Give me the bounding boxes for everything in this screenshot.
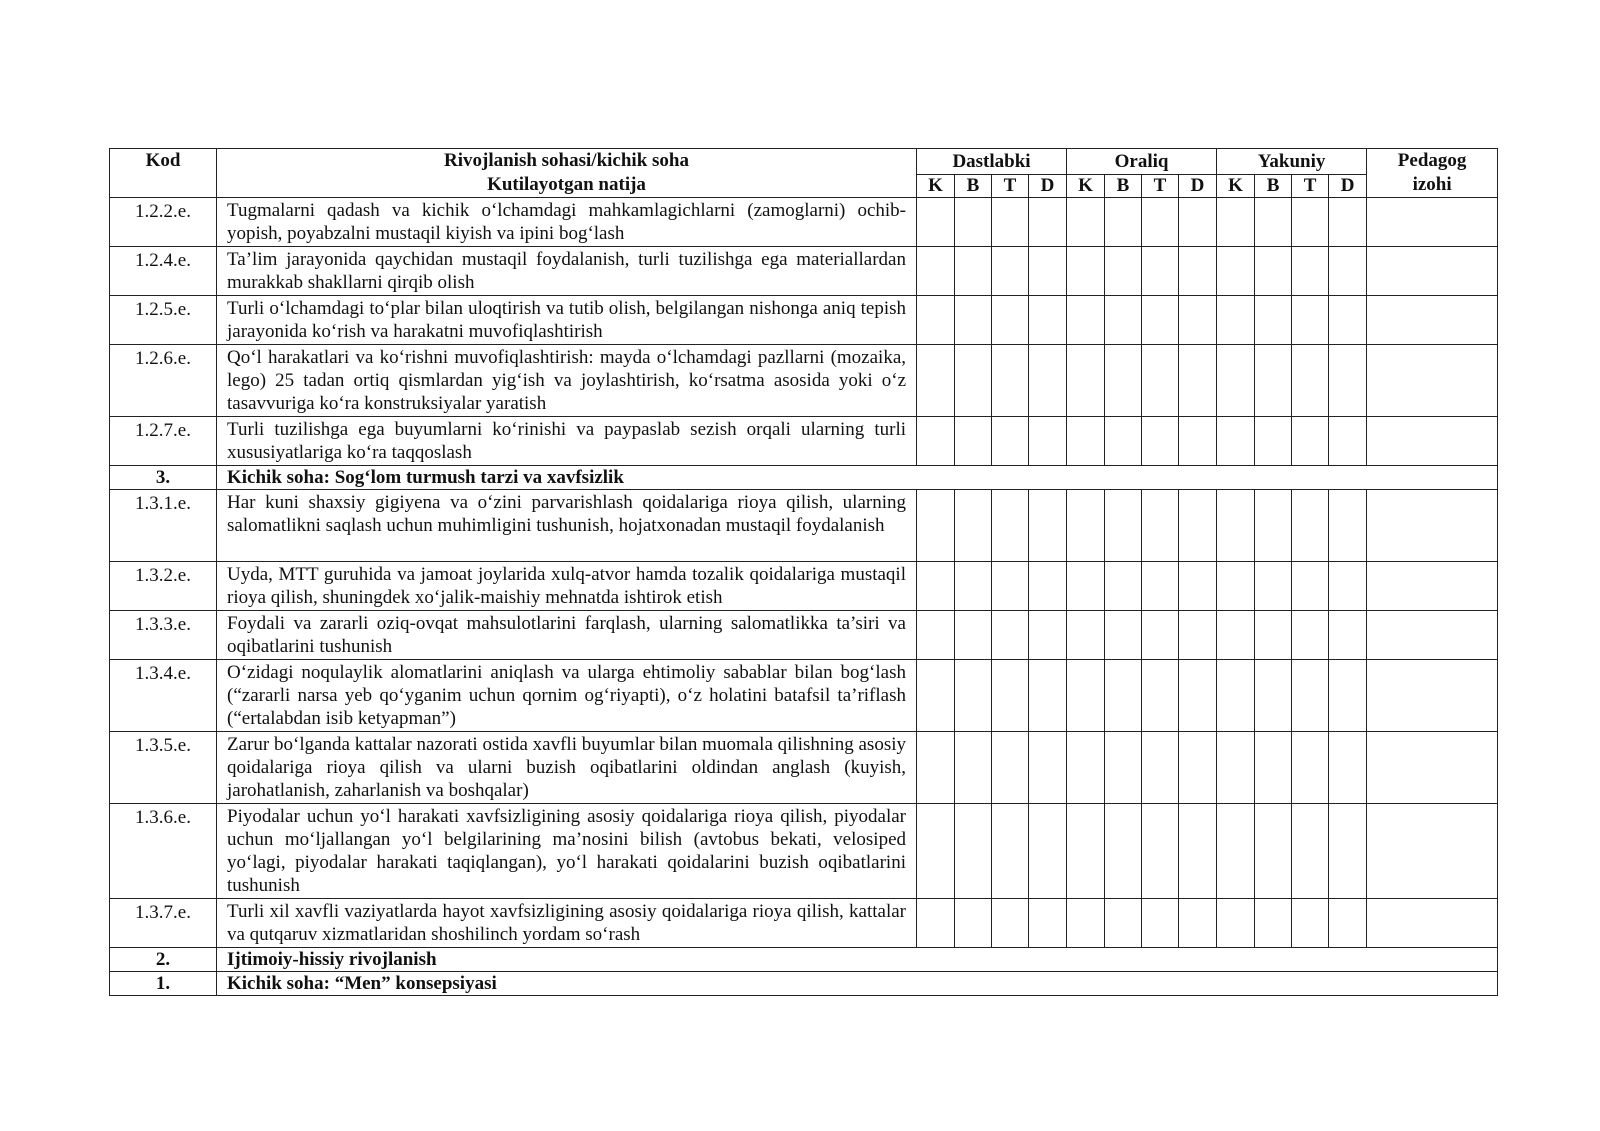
score-cell-initial-b[interactable]: [955, 899, 992, 948]
table-header: [110, 149, 1498, 198]
score-cell-final-b[interactable]: [1255, 296, 1292, 345]
expected-outcome-text: Uyda, MTT guruhida va jamoat joylarida xulq-atvor hamda tozalik qoidalariga mustaqil rioya qilish, shuningdek xo‘jalik-maishiy mehnatda ishtirok etish: [217, 562, 917, 611]
score-cell-final-k[interactable]: [1217, 296, 1255, 345]
score-cell-intermediate-b[interactable]: [1105, 899, 1142, 948]
score-cell-final-b[interactable]: [1255, 198, 1292, 247]
score-cell-initial-d[interactable]: [1029, 562, 1067, 611]
score-cell-final-b[interactable]: [1255, 247, 1292, 296]
score-cell-intermediate-d[interactable]: [1179, 804, 1217, 899]
expected-outcome-text: Tugmalarni qadash va kichik o‘lchamdagi mahkamlagichlarni (zamoglarni) ochib-yopish, poyabzalni mustaqil kiyish va ipini bog‘lash: [217, 198, 917, 247]
score-cell-intermediate-t[interactable]: [1142, 296, 1179, 345]
score-cell-final-d[interactable]: [1329, 417, 1367, 466]
score-cell-initial-t[interactable]: [992, 562, 1029, 611]
sub-header-intermediate-d: D: [1179, 175, 1217, 198]
score-cell-initial-k[interactable]: [917, 247, 955, 296]
score-cell-final-d[interactable]: [1329, 247, 1367, 296]
score-cell-initial-d[interactable]: [1029, 490, 1067, 562]
score-cell-intermediate-d[interactable]: [1179, 660, 1217, 732]
score-cell-initial-d[interactable]: [1029, 198, 1067, 247]
table-row: [110, 490, 1498, 562]
score-cell-initial-b[interactable]: [955, 247, 992, 296]
section-title: Kichik soha: Sog‘lom turmush tarzi va xavfsizlik: [217, 466, 1498, 490]
score-cell-intermediate-t[interactable]: [1142, 611, 1179, 660]
sub-header-initial-k: K: [917, 175, 955, 198]
section-code: 3.: [110, 466, 217, 490]
score-cell-initial-t[interactable]: [992, 296, 1029, 345]
sub-header-final-k: K: [1217, 175, 1255, 198]
score-cell-initial-d[interactable]: [1029, 345, 1067, 417]
score-cell-intermediate-k[interactable]: [1067, 490, 1105, 562]
score-cell-final-t[interactable]: [1292, 198, 1329, 247]
score-cell-initial-t[interactable]: [992, 198, 1029, 247]
group-header-initial: Dastlabki: [917, 149, 1067, 175]
score-cell-final-b[interactable]: [1255, 417, 1292, 466]
table-row: [110, 198, 1498, 247]
score-cell-final-b[interactable]: [1255, 611, 1292, 660]
score-cell-final-d[interactable]: [1329, 611, 1367, 660]
score-cell-initial-t[interactable]: [992, 660, 1029, 732]
score-cell-intermediate-b[interactable]: [1105, 417, 1142, 466]
score-cell-final-t[interactable]: [1292, 562, 1329, 611]
sub-header-intermediate-k: K: [1067, 175, 1105, 198]
score-cell-intermediate-b[interactable]: [1105, 345, 1142, 417]
score-cell-intermediate-b[interactable]: [1105, 660, 1142, 732]
sub-header-final-d: D: [1329, 175, 1367, 198]
score-cell-initial-d[interactable]: [1029, 247, 1067, 296]
score-cell-intermediate-b[interactable]: [1105, 804, 1142, 899]
sub-header-final-b: B: [1255, 175, 1292, 198]
score-cell-intermediate-b[interactable]: [1105, 562, 1142, 611]
outcome-code: 1.3.6.e.: [110, 804, 217, 899]
expected-outcome-text: Turli xil xavfli vaziyatlarda hayot xavfsizligining asosiy qoidalariga rioya qilish, kattalar va qutqaruv xizmatlaridan shoshilinch yordam so‘rash: [217, 899, 917, 948]
teacher-note-header: [1367, 149, 1498, 198]
score-cell-intermediate-b[interactable]: [1105, 296, 1142, 345]
score-cell-initial-b[interactable]: [955, 660, 992, 732]
expected-outcome-text: Turli o‘lchamdagi to‘plar bilan uloqtirish va tutib olish, belgilangan nishonga aniq tepish jarayonida ko‘rish va harakatni muvofiqlashtirish: [217, 296, 917, 345]
score-cell-intermediate-k[interactable]: [1067, 247, 1105, 296]
teacher-note-cell[interactable]: [1367, 562, 1498, 611]
score-cell-initial-t[interactable]: [992, 899, 1029, 948]
score-cell-initial-t[interactable]: [992, 417, 1029, 466]
score-cell-intermediate-b[interactable]: [1105, 732, 1142, 804]
score-cell-final-b[interactable]: [1255, 804, 1292, 899]
score-cell-intermediate-k[interactable]: [1067, 296, 1105, 345]
table-row: [110, 562, 1498, 611]
score-cell-initial-b[interactable]: [955, 732, 992, 804]
expected-outcome-text: Ta’lim jarayonida qaychidan mustaqil foydalanish, turli tuzilishga ega materiallardan murakkab shakllarni qirqib olish: [217, 247, 917, 296]
score-cell-initial-k[interactable]: [917, 732, 955, 804]
score-cell-intermediate-b[interactable]: [1105, 490, 1142, 562]
score-cell-initial-t[interactable]: [992, 247, 1029, 296]
score-cell-initial-b[interactable]: [955, 417, 992, 466]
teacher-note-cell[interactable]: [1367, 198, 1498, 247]
teacher-note-line1: Pedagog: [1397, 150, 1467, 171]
score-cell-final-k[interactable]: [1217, 345, 1255, 417]
score-cell-initial-k[interactable]: [917, 296, 955, 345]
score-cell-final-k[interactable]: [1217, 611, 1255, 660]
teacher-note-cell[interactable]: [1367, 732, 1498, 804]
score-cell-initial-b[interactable]: [955, 198, 992, 247]
outcome-code: 1.2.5.e.: [110, 296, 217, 345]
teacher-note-cell[interactable]: [1367, 247, 1498, 296]
score-cell-initial-t[interactable]: [992, 490, 1029, 562]
score-cell-initial-d[interactable]: [1029, 899, 1067, 948]
score-cell-final-d[interactable]: [1329, 660, 1367, 732]
sub-header-initial-b: B: [955, 175, 992, 198]
teacher-note-cell[interactable]: [1367, 490, 1498, 562]
score-cell-final-t[interactable]: [1292, 899, 1329, 948]
score-cell-final-t[interactable]: [1292, 611, 1329, 660]
score-cell-initial-b[interactable]: [955, 490, 992, 562]
score-cell-intermediate-d[interactable]: [1179, 417, 1217, 466]
score-cell-initial-b[interactable]: [955, 562, 992, 611]
domain-column-header: [217, 149, 917, 198]
score-cell-intermediate-t[interactable]: [1142, 732, 1179, 804]
score-cell-final-t[interactable]: [1292, 660, 1329, 732]
teacher-note-cell[interactable]: [1367, 660, 1498, 732]
score-cell-final-t[interactable]: [1292, 490, 1329, 562]
score-cell-intermediate-d[interactable]: [1179, 562, 1217, 611]
score-cell-intermediate-k[interactable]: [1067, 562, 1105, 611]
score-cell-intermediate-k[interactable]: [1067, 660, 1105, 732]
score-cell-initial-k[interactable]: [917, 562, 955, 611]
table-body: [110, 198, 1498, 996]
score-cell-intermediate-d[interactable]: [1179, 611, 1217, 660]
score-cell-initial-k[interactable]: [917, 490, 955, 562]
score-cell-initial-b[interactable]: [955, 804, 992, 899]
score-cell-intermediate-k[interactable]: [1067, 345, 1105, 417]
teacher-note-cell[interactable]: [1367, 417, 1498, 466]
score-cell-final-d[interactable]: [1329, 296, 1367, 345]
teacher-note-line2: izohi: [1412, 174, 1452, 195]
score-cell-final-b[interactable]: [1255, 660, 1292, 732]
expected-outcome-text: Har kuni shaxsiy gigiyena va o‘zini parvarishlash qoidalariga rioya qilish, ularning salomatlikni saqlash uchun muhimligini tushunish, hojatxonadan mustaqil foydalanish: [217, 490, 917, 562]
score-cell-final-k[interactable]: [1217, 660, 1255, 732]
score-cell-initial-k[interactable]: [917, 417, 955, 466]
score-cell-final-k[interactable]: [1217, 417, 1255, 466]
sub-header-initial-t: T: [992, 175, 1029, 198]
score-cell-final-d[interactable]: [1329, 345, 1367, 417]
score-cell-initial-b[interactable]: [955, 345, 992, 417]
score-cell-intermediate-b[interactable]: [1105, 611, 1142, 660]
score-cell-final-k[interactable]: [1217, 562, 1255, 611]
section-row: [110, 466, 1498, 490]
table-row: [110, 804, 1498, 899]
score-cell-intermediate-k[interactable]: [1067, 198, 1105, 247]
score-cell-initial-b[interactable]: [955, 296, 992, 345]
score-cell-final-d[interactable]: [1329, 732, 1367, 804]
section-code: 2.: [110, 948, 217, 972]
outcome-code: 1.2.2.e.: [110, 198, 217, 247]
score-cell-initial-d[interactable]: [1029, 732, 1067, 804]
score-cell-final-k[interactable]: [1217, 247, 1255, 296]
score-cell-intermediate-t[interactable]: [1142, 562, 1179, 611]
expected-outcome-text: Foydali va zararli oziq-ovqat mahsulotlarini farqlash, ularning salomatlikka ta’siri va oqibatlarini tushunish: [217, 611, 917, 660]
score-cell-intermediate-k[interactable]: [1067, 417, 1105, 466]
score-cell-intermediate-d[interactable]: [1179, 899, 1217, 948]
score-cell-intermediate-k[interactable]: [1067, 804, 1105, 899]
score-cell-initial-b[interactable]: [955, 611, 992, 660]
score-cell-intermediate-d[interactable]: [1179, 198, 1217, 247]
expected-outcome-text: Zarur bo‘lganda kattalar nazorati ostida xavfli buyumlar bilan muomala qilishning asosiy qoidalariga rioya qilish va ularni buzish oqibatlarini oldindan anglash (kuyish, jarohatlanish, zaharlanish va boshqalar): [217, 732, 917, 804]
expected-outcome-text: O‘zidagi noqulaylik alomatlarini aniqlash va ularga ehtimoliy sabablar bilan bog‘lash (“zararli narsa yeb qo‘yganim uchun qornim og‘riyapti), o‘z holatini batafsil ta’riflash (“ertalabdan isib ketyapman”): [217, 660, 917, 732]
sub-header-intermediate-b: B: [1105, 175, 1142, 198]
table-row: [110, 247, 1498, 296]
table-row: [110, 732, 1498, 804]
score-cell-final-d[interactable]: [1329, 899, 1367, 948]
score-cell-initial-k[interactable]: [917, 660, 955, 732]
expected-outcome-text: Qo‘l harakatlari va ko‘rishni muvofiqlashtirish: mayda o‘lchamdagi pazllarni (mozaika, lego) 25 tadan ortiq qismlardan yig‘ish va joylashtirish, ko‘rsatma asosida yoki o‘z tasavvuriga ko‘ra konstruksiyalar yaratish: [217, 345, 917, 417]
code-column-header: Kod: [110, 149, 217, 198]
sub-header-final-t: T: [1292, 175, 1329, 198]
score-cell-final-b[interactable]: [1255, 345, 1292, 417]
score-cell-intermediate-b[interactable]: [1105, 247, 1142, 296]
score-cell-final-k[interactable]: [1217, 804, 1255, 899]
score-cell-intermediate-b[interactable]: [1105, 198, 1142, 247]
teacher-note-cell[interactable]: [1367, 899, 1498, 948]
score-cell-initial-t[interactable]: [992, 611, 1029, 660]
score-cell-initial-d[interactable]: [1029, 660, 1067, 732]
score-cell-final-t[interactable]: [1292, 345, 1329, 417]
score-cell-intermediate-t[interactable]: [1142, 247, 1179, 296]
table-row: [110, 660, 1498, 732]
teacher-note-cell[interactable]: [1367, 611, 1498, 660]
score-cell-initial-d[interactable]: [1029, 417, 1067, 466]
score-cell-final-t[interactable]: [1292, 247, 1329, 296]
table-row: [110, 345, 1498, 417]
score-cell-intermediate-t[interactable]: [1142, 345, 1179, 417]
score-cell-intermediate-k[interactable]: [1067, 732, 1105, 804]
outcome-code: 1.3.5.e.: [110, 732, 217, 804]
score-cell-intermediate-t[interactable]: [1142, 490, 1179, 562]
score-cell-intermediate-t[interactable]: [1142, 417, 1179, 466]
score-cell-final-b[interactable]: [1255, 490, 1292, 562]
sub-header-intermediate-t: T: [1142, 175, 1179, 198]
sub-header-initial-d: D: [1029, 175, 1067, 198]
section-title: Ijtimoiy-hissiy rivojlanish: [217, 948, 1498, 972]
outcome-code: 1.2.4.e.: [110, 247, 217, 296]
score-cell-initial-k[interactable]: [917, 804, 955, 899]
outcome-code: 1.3.4.e.: [110, 660, 217, 732]
score-cell-initial-t[interactable]: [992, 732, 1029, 804]
score-cell-final-k[interactable]: [1217, 732, 1255, 804]
score-cell-initial-t[interactable]: [992, 345, 1029, 417]
score-cell-final-t[interactable]: [1292, 296, 1329, 345]
section-title: Kichik soha: “Men” konsepsiyasi: [217, 972, 1498, 996]
section-code: 1.: [110, 972, 217, 996]
score-cell-intermediate-d[interactable]: [1179, 732, 1217, 804]
score-cell-initial-t[interactable]: [992, 804, 1029, 899]
score-cell-final-b[interactable]: [1255, 732, 1292, 804]
score-cell-intermediate-t[interactable]: [1142, 804, 1179, 899]
score-cell-intermediate-k[interactable]: [1067, 611, 1105, 660]
score-cell-intermediate-t[interactable]: [1142, 198, 1179, 247]
score-cell-final-b[interactable]: [1255, 899, 1292, 948]
score-cell-final-d[interactable]: [1329, 804, 1367, 899]
teacher-note-cell[interactable]: [1367, 345, 1498, 417]
teacher-note-cell[interactable]: [1367, 804, 1498, 899]
score-cell-intermediate-t[interactable]: [1142, 660, 1179, 732]
domain-header-line1: Rivojlanish sohasi/kichik soha: [444, 150, 689, 171]
section-row: [110, 948, 1498, 972]
score-cell-final-b[interactable]: [1255, 562, 1292, 611]
outcome-code: 1.3.1.e.: [110, 490, 217, 562]
outcome-code: 1.2.6.e.: [110, 345, 217, 417]
score-cell-final-k[interactable]: [1217, 899, 1255, 948]
score-cell-initial-d[interactable]: [1029, 296, 1067, 345]
score-cell-final-t[interactable]: [1292, 417, 1329, 466]
score-cell-final-d[interactable]: [1329, 490, 1367, 562]
score-cell-intermediate-t[interactable]: [1142, 899, 1179, 948]
score-cell-intermediate-k[interactable]: [1067, 899, 1105, 948]
score-cell-intermediate-d[interactable]: [1179, 296, 1217, 345]
table-row: [110, 296, 1498, 345]
score-cell-final-d[interactable]: [1329, 562, 1367, 611]
expected-outcome-text: Piyodalar uchun yo‘l harakati xavfsizligining asosiy qoidalariga rioya qilish, piyodalar uchun mo‘ljallangan yo‘l belgilarining ma’nosini bilish (avtobus bekati, velosiped yo‘lagi, piyodalar harakati taqiqlangan), yo‘l harakati qoidalarini buzish oqibatlarini tushunish: [217, 804, 917, 899]
assessment-table: [109, 148, 1498, 996]
table-row: [110, 611, 1498, 660]
outcome-code: 1.3.2.e.: [110, 562, 217, 611]
score-cell-final-d[interactable]: [1329, 198, 1367, 247]
domain-header-line2: Kutilayotgan natija: [487, 174, 646, 195]
score-cell-final-k[interactable]: [1217, 490, 1255, 562]
teacher-note-cell[interactable]: [1367, 296, 1498, 345]
score-cell-final-k[interactable]: [1217, 198, 1255, 247]
score-cell-initial-k[interactable]: [917, 899, 955, 948]
group-header-final: Yakuniy: [1217, 149, 1367, 175]
outcome-code: 1.3.3.e.: [110, 611, 217, 660]
score-cell-intermediate-d[interactable]: [1179, 345, 1217, 417]
section-row: [110, 972, 1498, 996]
score-cell-final-t[interactable]: [1292, 732, 1329, 804]
group-header-intermediate: Oraliq: [1067, 149, 1217, 175]
score-cell-initial-d[interactable]: [1029, 804, 1067, 899]
score-cell-initial-d[interactable]: [1029, 611, 1067, 660]
outcome-code: 1.3.7.e.: [110, 899, 217, 948]
score-cell-initial-k[interactable]: [917, 345, 955, 417]
score-cell-intermediate-d[interactable]: [1179, 490, 1217, 562]
outcome-code: 1.2.7.e.: [110, 417, 217, 466]
score-cell-final-t[interactable]: [1292, 804, 1329, 899]
score-cell-initial-k[interactable]: [917, 198, 955, 247]
score-cell-initial-k[interactable]: [917, 611, 955, 660]
expected-outcome-text: Turli tuzilishga ega buyumlarni ko‘rinishi va paypaslab sezish orqali ularning turli xususiyatlariga ko‘ra taqqoslash: [217, 417, 917, 466]
table-row: [110, 417, 1498, 466]
score-cell-intermediate-d[interactable]: [1179, 247, 1217, 296]
table-row: [110, 899, 1498, 948]
